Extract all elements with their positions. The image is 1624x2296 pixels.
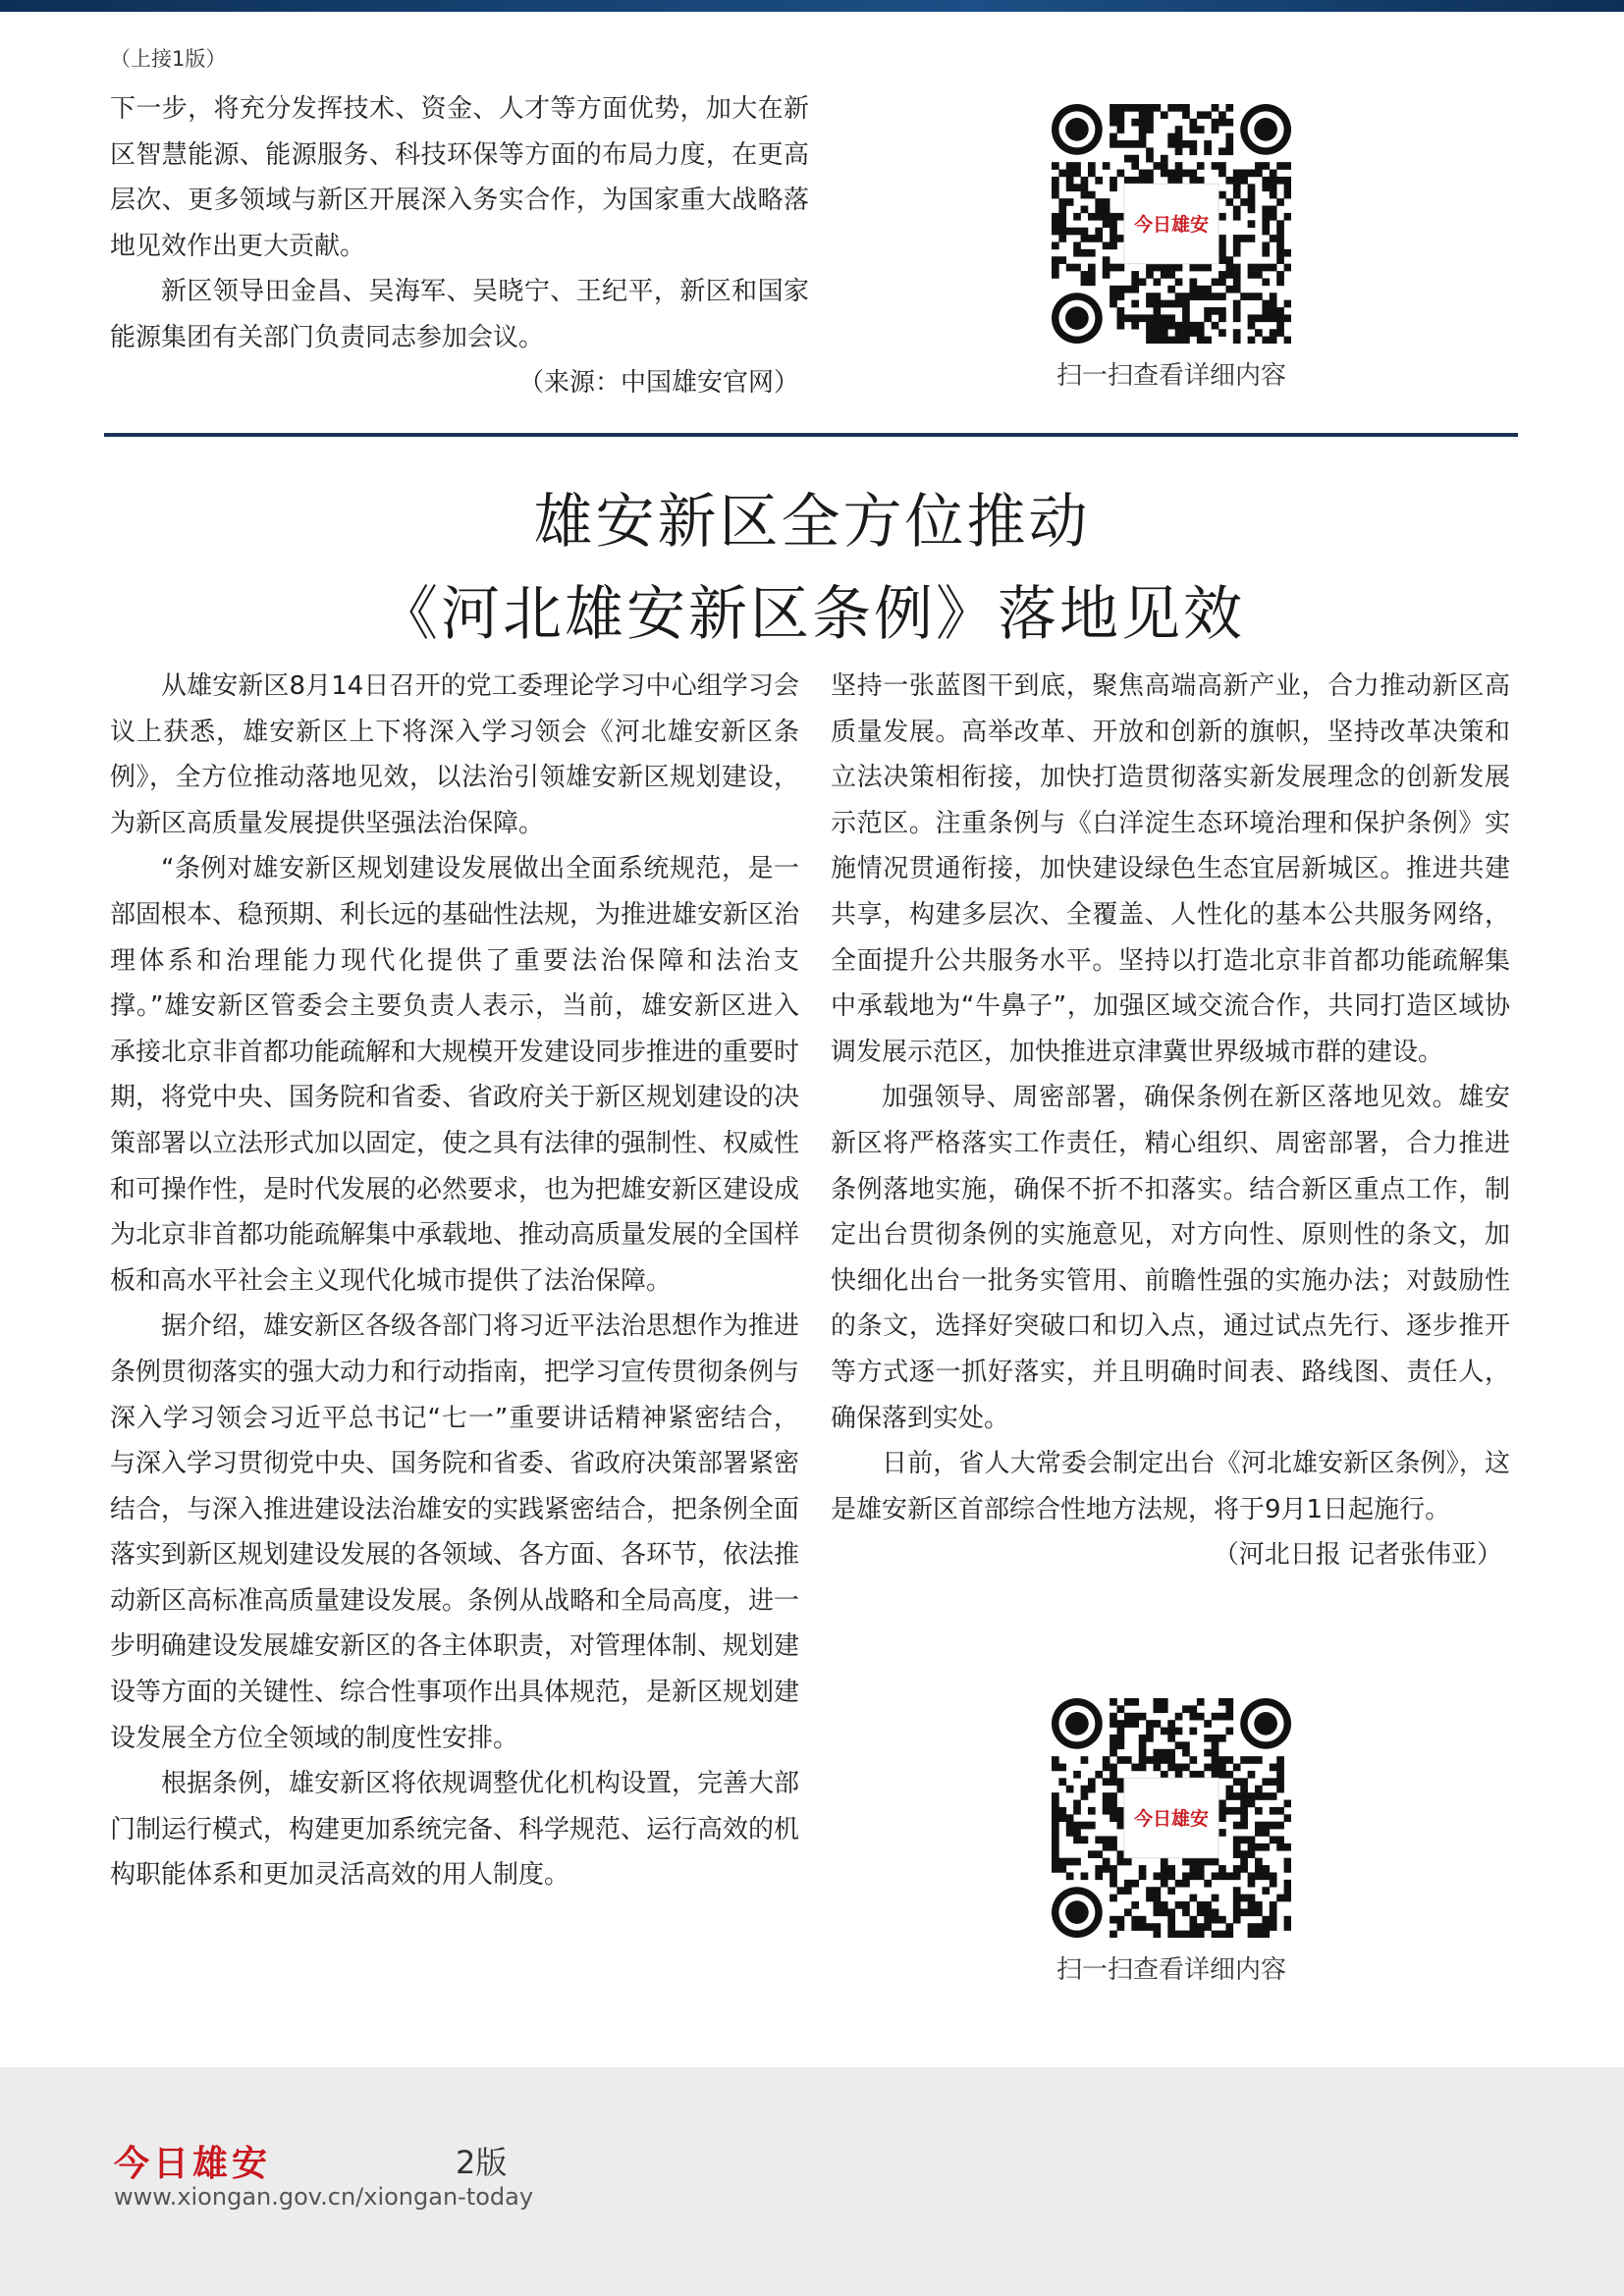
left-paragraph: “条例对雄安新区规划建设发展做出全面系统规范，是一部固根本、稳预期、利长远的基础性法规，为推进雄安新区治理体系和治理能力现代化提供了重要法治保障和法治支撑。”雄安新区管委会主要负责人表示，当前，雄安新区进入承接北京非首都功能疏解和大规模开发建设同步推进的重要时期，将党中央、国务院和省委、省政府关于新区规划建设的决策部署以立法形式加以固定，使之具有法律的强制性、权威性和可操作性，是时代发展的必然要求，也为把雄安新区建设成为北京非首都功能疏解集中承载地、推动高质量发展的全国样板和高水平社会主义现代化城市提供了法治保障。 (110, 854, 800, 1296)
right-lead-paragraph: 坚持一张蓝图干到底，聚焦高端高新产业，合力推动新区高质量发展。高举改革、开放和创新的旗帜，坚持改革决策和立法决策相衔接，加快打造贯彻落实新发展理念的创新发展示范区。注重条例与《白洋淀生态环境治理和保护条例》实施情况贯通衔接，加快建设绿色生态宜居新城区。推进共建共享，构建多层次、全覆盖、人性化的基本公共服务网络，全面提升公共服务水平。坚持以打造北京非首都功能疏解集中承载地为“牛鼻子”，加强区域交流合作，共同打造区域协调发展示范区，加快推进京津冀世界级城市群的建设。 (831, 671, 1510, 1067)
left-paragraph: 根据条例，雄安新区将依规调整优化机构设置，完善大部门制运行模式，构建更加系统完备、科学规范、运行高效的机构职能体系和更加灵活高效的用人制度。 (110, 1769, 800, 1891)
top-article-source: （来源：中国雄安官网） (517, 368, 799, 398)
qr-logo-text: 今日雄安 (1133, 214, 1210, 236)
qr-logo-text: 今日雄安 (1133, 1808, 1210, 1830)
top-paragraph: 下一步，将充分发挥技术、资金、人才等方面优势，加大在新区智慧能源、能源服务、科技环保等方面的布局力度，在更高层次、更多领域与新区开展深入务实合作，为国家重大战略落地见效作出更大贡献。 (110, 94, 809, 261)
right-paragraph: 加强领导、周密部署，确保条例在新区落地见效。雄安新区将严格落实工作责任，精心组织、周密部署，合力推进条例落地实施，确保不折不扣落实。结合新区重点工作，制定出台贯彻条例的实施意见，对方向性、原则性的条文，加快细化出台一批务实管用、前瞻性强的实施办法；对鼓励性的条文，选择好突破口和切入点，通过试点先行、逐步推开等方式逐一抓好落实，并且明确时间表、路线图、责任人，确保落到实处。 (831, 1083, 1510, 1433)
section-divider (104, 433, 1518, 437)
left-paragraph: 据介绍，雄安新区各级各部门将习近平法治思想作为推进条例贯彻落实的强大动力和行动指南，把学习宣传贯彻条例与深入学习领会习近平总书记“七一”重要讲话精神紧密结合，与深入学习贯彻党中央、国务院和省委、省政府决策部署紧密结合，与深入推进建设法治雄安的实践紧密结合，把条例全面落实到新区规划建设发展的各领域、各方面、各环节，依法推动新区高标准高质量建设发展。条例从战略和全局高度，进一步明确建设发展雄安新区的各主体职责，对管理体制、规划建设等方面的关键性、综合性事项作出具体规范，是新区规划建设发展全方位全领域的制度性安排。 (110, 1311, 800, 1753)
qr-block-top (1039, 104, 1304, 392)
right-column (831, 664, 1510, 1578)
continued-label: （上接1版） (110, 47, 227, 71)
headline-line1: 雄安新区全方位推动 (533, 488, 1091, 557)
headline-line2: 《河北雄安新区条例》落地见效 (379, 580, 1245, 649)
footer-url[interactable]: www.xiongan.gov.cn/xiongan-today (114, 2183, 534, 2211)
qr-code-icon[interactable] (1052, 104, 1291, 344)
top-paragraph: 新区领导田金昌、吴海军、吴晓宁、王纪平，新区和国家能源集团有关部门负责同志参加会议。 (110, 277, 809, 352)
brand-logo: 今日雄安 (114, 2143, 272, 2184)
top-article (110, 86, 809, 406)
qr-caption: 扫一扫查看详细内容 (1056, 361, 1286, 391)
qr-caption: 扫一扫查看详细内容 (1056, 1955, 1286, 1985)
right-paragraph: 日前，省人大常委会制定出台《河北雄安新区条例》，这是雄安新区首部综合性地方法规，将于9月1日起施行。 (831, 1449, 1510, 1524)
qr-code-icon[interactable] (1052, 1698, 1291, 1938)
top-accent-bar (0, 0, 1624, 12)
edition-label: 2版 (456, 2144, 508, 2181)
left-column (110, 664, 799, 1898)
left-paragraph: 从雄安新区8月14日召开的党工委理论学习中心组学习会议上获悉，雄安新区上下将深入学习领会《河北雄安新区条例》，全方位推动落地见效，以法治引领雄安新区规划建设，为新区高质量发展提供坚强法治保障。 (110, 671, 799, 838)
qr-block-bottom (1039, 1698, 1304, 1986)
right-article-source: （河北日报 记者张伟亚） (1213, 1540, 1502, 1571)
